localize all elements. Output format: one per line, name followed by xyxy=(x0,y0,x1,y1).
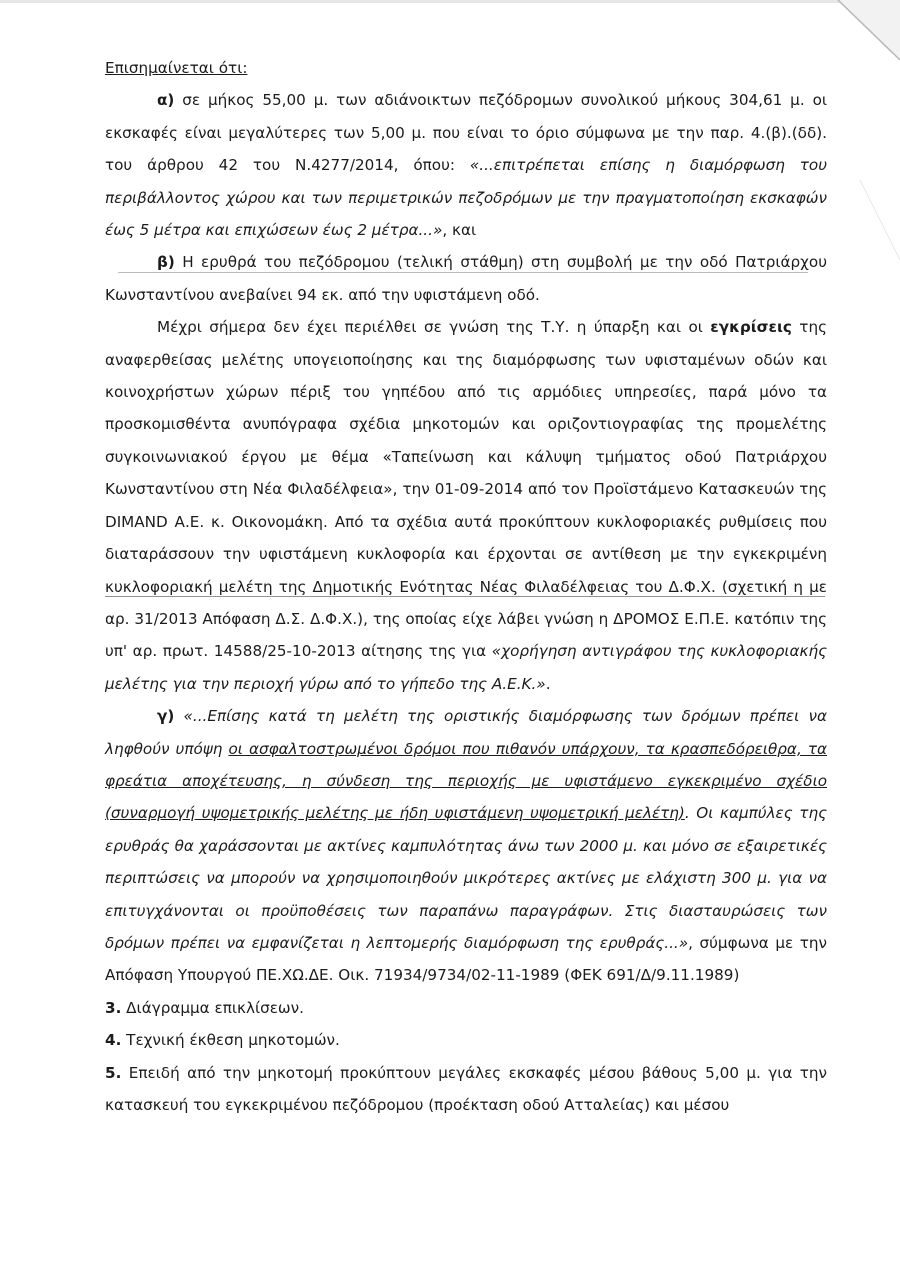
paragraph-approvals-body: της αναφερθείσας μελέτης υπογειοποίησης και της διαμόρφωσης των υφισταμένων οδών και κοινοχρήστων χώρων πέριξ του γηπέδου από τις αρμόδιες υπηρεσίες, παρά μόνο τα προσκομισθέντα ανυπόγραφα σχέδια μηκοτομών και οριζοντιογραφίας της προμελέτης συγκοινωνιακού έργου με θέμα «Ταπείνωση και κάλυψη τμήματος οδού Πατριάρχου Κωνσταντίνου στη Νέα Φιλαδέλφεια», την 01-09-2014 από τον Προϊστάμενο Κατασκευών της DIMAND Α.Ε. κ. Οικονομάκη. Από τα σχέδια αυτά προκύπτουν κυκλοφοριακές ρυθμίσεις που διαταράσσουν την υφιστάμενη κυκλοφορία και έρχονται σε αντίθεση με την εγκεκριμένη κυκλοφοριακή μελέτη της Δημοτικής Ενότητας Νέας Φιλαδέλφειας του Δ.Φ.Χ. (σχετική η με αρ. 31/2013 Απόφαση Δ.Σ. Δ.Φ.Χ.), της οποίας είχε λάβει γνώση η ΔΡΟΜΟΣ Ε.Π.Ε. κατόπιν της υπ' αρ. πρωτ. 14588/25-10-2013 αίτησης της για xyxy=(105,318,827,661)
list-item-3 xyxy=(105,992,827,1024)
point-a-label: α) xyxy=(157,91,175,110)
list-item-3-number: 3. xyxy=(105,998,122,1017)
point-a-quote: «...επιτρέπεται επίσης η διαμόρφωση του περιβάλλοντος χώρου και των περιμετρικών πεζοδρόμων με την πραγματοποίηση εκσκαφών έως 5 μέτρα και επιχώσεων έως 2 μέτρα...» xyxy=(105,156,827,240)
point-c xyxy=(105,700,827,992)
point-c-quote-start: «...Επίσης κατά τη μελέτη της οριστικής διαμόρφωσης των δρόμων πρέπει να ληφθούν υπόψη xyxy=(105,707,827,758)
point-b xyxy=(105,246,827,311)
point-b-text: Η ερυθρά του πεζόδρομου (τελική στάθμη) στη συμβολή με την οδό Πατριάρχου Κωνσταντίνου ανεβαίνει 94 εκ. από την υφιστάμενη οδό. xyxy=(105,253,827,304)
point-c-quote-end: . Οι καμπύλες της ερυθράς θα χαράσσονται με ακτίνες καμπυλότητας άνω των 2000 μ. και μόνο σε εξαιρετικές περιπτώσεις να μπορούν να χρησιμοποιηθούν μικρότερες ακτίνες με ελάχιστη 300 μ. για να επιτυγχάνονται οι προϋποθέσεις των παραπάνω παραγράφων. Στις διασταυρώσεις των δρόμων πρέπει να εμφανίζεται η λεπτομερής διαμόρφωση της ερυθράς...» xyxy=(105,804,827,952)
document-body xyxy=(105,52,827,1121)
paragraph-approvals-quote: «χορήγηση αντιγράφου της κυκλοφοριακής μελέτης για την περιοχή γύρω από το γήπεδο της Α.Ε.Κ.» xyxy=(105,642,828,693)
paragraph-approvals-end: . xyxy=(545,674,551,693)
paragraph-approvals xyxy=(105,311,827,700)
point-a xyxy=(105,84,827,246)
point-c-quote-underlined: οι ασφαλτοστρωμένοι δρόμοι που πιθανόν υπάρχουν, τα κρασπεδόρειθρα, τα φρεάτια αποχέτευσης, η σύνδεση της περιοχής με υφιστάμενο εγκεκριμένο σχέδιο (συναρμογή υψομετρικής μελέτης με ήδη υφιστάμενη υψομετρική μελέτη) xyxy=(105,739,827,823)
list-item-4-text: Τεχνική έκθεση μηκοτομών. xyxy=(121,1031,340,1050)
scan-edge xyxy=(0,0,900,3)
point-c-reference: , σύμφωνα με την Απόφαση Υπουργού ΠΕ.ΧΩ.ΔΕ. Οικ. 71934/9734/02-11-1989 (ΦΕΚ 691/Δ/9.11.1989) xyxy=(105,933,827,985)
list-item-5 xyxy=(105,1057,827,1122)
approvals-bold: εγκρίσεις xyxy=(710,318,792,337)
point-b-label: β) xyxy=(157,253,175,272)
point-a-end: , και xyxy=(442,221,477,240)
heading xyxy=(105,52,827,84)
heading-text: Επισημαίνεται ότι: xyxy=(105,59,248,77)
list-item-4-number: 4. xyxy=(105,1031,122,1050)
list-item-5-text: Επειδή από την μηκοτομή προκύπτουν μεγάλες εκσκαφές μέσου βάθους 5,00 μ. για την κατασκευή του εγκεκριμένου πεζόδρομου (προέκταση οδού Ατταλείας) και μέσου xyxy=(105,1063,827,1114)
list-item-3-text: Διάγραμμα επικλίσεων. xyxy=(121,998,304,1017)
list-item-5-number: 5. xyxy=(105,1063,122,1082)
list-item-4 xyxy=(105,1024,827,1056)
paragraph-approvals-start: Μέχρι σήμερα δεν έχει περιέλθει σε γνώση της Τ.Υ. η ύπαρξη και οι xyxy=(157,318,711,337)
point-c-label: γ) xyxy=(157,707,175,726)
point-a-text: σε μήκος 55,00 μ. των αδιάνοικτων πεζόδρομων συνολικού μήκους 304,61 μ. οι εκσκαφές είναι μεγαλύτερες των 5,00 μ. που είναι το όριο σύμφωνα με την παρ. 4.(β).(δδ). του άρθρου 42 του Ν.4277/2014, όπου: xyxy=(105,91,827,175)
